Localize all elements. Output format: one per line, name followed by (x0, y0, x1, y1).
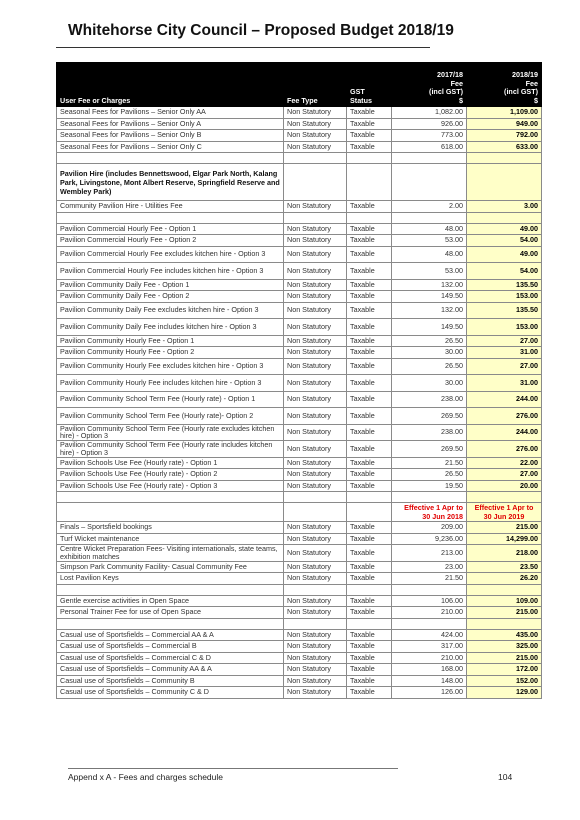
fee-name-cell: Centre Wicket Preparation Fees- Visiting internationals, state teams, exhibition matches (57, 545, 284, 562)
fee-2017-18-cell: 26.50 (392, 469, 467, 481)
fee-2018-19-cell: 244.00 (467, 424, 542, 441)
gst-status-cell: Taxable (347, 246, 392, 263)
spacer-cell (392, 584, 467, 595)
spacer-cell (467, 618, 542, 629)
spacer-row (57, 153, 542, 164)
fee-2018-19-cell: 31.00 (467, 375, 542, 392)
fee-2018-19-cell: 22.00 (467, 457, 542, 469)
fee-type-cell: Non Statutory (284, 347, 347, 359)
fee-2017-18-cell: 53.00 (392, 263, 467, 280)
fee-2018-19-cell: 109.00 (467, 595, 542, 607)
gst-status-cell: Taxable (347, 358, 392, 375)
fee-2018-19-cell: 20.00 (467, 480, 542, 492)
gst-status-cell: Taxable (347, 391, 392, 408)
gst-status-cell: Taxable (347, 408, 392, 425)
fee-type-cell: Non Statutory (284, 652, 347, 664)
fee-name-cell: Pavilion Community Daily Fee - Option 2 (57, 291, 284, 303)
fee-2017-18-cell: 26.50 (392, 358, 467, 375)
fee-name-cell: Finals – Sportsfield bookings (57, 522, 284, 534)
fee-type-cell: Non Statutory (284, 424, 347, 441)
table-row (57, 246, 542, 263)
table-row (57, 469, 542, 481)
gst-status-cell: Taxable (347, 223, 392, 235)
gst-status-cell: Taxable (347, 375, 392, 392)
fee-2018-19-cell: 276.00 (467, 408, 542, 425)
spacer-cell (347, 618, 392, 629)
spacer-cell (347, 584, 392, 595)
fee-2017-18-cell: 48.00 (392, 223, 467, 235)
fee-type-cell: Non Statutory (284, 223, 347, 235)
gst-status-cell: Taxable (347, 652, 392, 664)
table-row (57, 441, 542, 458)
fee-2017-18-cell: 106.00 (392, 595, 467, 607)
fee-name-cell: Pavilion Schools Use Fee (Hourly rate) - Option 1 (57, 457, 284, 469)
fee-2017-18-cell: 149.50 (392, 291, 467, 303)
fee-2017-18-cell: 30.00 (392, 375, 467, 392)
fee-type-cell: Non Statutory (284, 408, 347, 425)
fees-table-body (57, 107, 542, 699)
fee-2017-18-cell: 19.50 (392, 480, 467, 492)
fee-type-cell: Non Statutory (284, 107, 347, 119)
table-row (57, 573, 542, 585)
gst-status-cell: Taxable (347, 469, 392, 481)
fee-name-cell: Personal Trainer Fee for use of Open Space (57, 607, 284, 619)
fee-2018-19-cell: 218.00 (467, 545, 542, 562)
gst-status-cell: Taxable (347, 545, 392, 562)
fee-2017-18-cell: 1,082.00 (392, 107, 467, 119)
fee-name-cell: Pavilion Commercial Hourly Fee - Option 1 (57, 223, 284, 235)
fee-name-cell: Pavilion Schools Use Fee (Hourly rate) - Option 3 (57, 480, 284, 492)
section-cell (284, 164, 347, 201)
fee-name-cell: Seasonal Fees for Pavilions – Senior Only A (57, 118, 284, 130)
fee-name-cell: Casual use of Sportsfields – Commercial B (57, 641, 284, 653)
fee-2018-19-cell: 215.00 (467, 652, 542, 664)
gst-status-cell: Taxable (347, 664, 392, 676)
fee-type-cell: Non Statutory (284, 141, 347, 153)
table-row (57, 652, 542, 664)
fee-type-cell: Non Statutory (284, 675, 347, 687)
page-title: Whitehorse City Council – Proposed Budget 2018/19 (68, 22, 454, 39)
spacer-cell (392, 212, 467, 223)
fee-2017-18-cell: 209.00 (392, 522, 467, 534)
fee-name-cell: Casual use of Sportsfields – Community B (57, 675, 284, 687)
spacer-cell (57, 212, 284, 223)
fee-name-cell: Gentle exercise activities in Open Space (57, 595, 284, 607)
table-row (57, 279, 542, 291)
fee-type-cell: Non Statutory (284, 561, 347, 573)
gst-status-cell: Taxable (347, 302, 392, 319)
gst-status-cell: Taxable (347, 441, 392, 458)
page-number: 104 (498, 772, 513, 782)
fee-name-cell: Pavilion Community School Term Fee (Hourly rate)- Option 2 (57, 408, 284, 425)
fee-type-cell: Non Statutory (284, 457, 347, 469)
table-row (57, 629, 542, 641)
fee-2017-18-cell: 21.50 (392, 573, 467, 585)
fee-type-cell: Non Statutory (284, 130, 347, 142)
gst-status-cell: Taxable (347, 480, 392, 492)
fee-2018-19-cell: 14,299.00 (467, 533, 542, 545)
header-gst-text: GST Status (350, 87, 372, 105)
table-row (57, 347, 542, 359)
spacer-cell (57, 153, 284, 164)
fee-2017-18-cell: 424.00 (392, 629, 467, 641)
fee-name-cell: Seasonal Fees for Pavilions – Senior Only B (57, 130, 284, 142)
gst-status-cell: Taxable (347, 561, 392, 573)
fee-2017-18-cell: 2.00 (392, 201, 467, 213)
fee-type-cell: Non Statutory (284, 358, 347, 375)
fee-2017-18-cell: 238.00 (392, 391, 467, 408)
fee-2017-18-cell: 132.00 (392, 279, 467, 291)
fee-type-cell: Non Statutory (284, 441, 347, 458)
fee-2018-19-cell: 135.50 (467, 302, 542, 319)
gst-status-cell: Taxable (347, 263, 392, 280)
table-row (57, 457, 542, 469)
spacer-cell (467, 212, 542, 223)
table-row (57, 408, 542, 425)
gst-status-cell: Taxable (347, 424, 392, 441)
fee-name-cell: Casual use of Sportsfields – Community C & D (57, 687, 284, 699)
fee-2017-18-cell: 213.00 (392, 545, 467, 562)
spacer-cell (284, 584, 347, 595)
fee-2017-18-cell: 48.00 (392, 246, 467, 263)
table-row (57, 291, 542, 303)
fee-name-cell: Pavilion Community Daily Fee excludes kitchen hire - Option 3 (57, 302, 284, 319)
spacer-cell (284, 153, 347, 164)
table-row (57, 522, 542, 534)
spacer-row (57, 584, 542, 595)
spacer-cell (392, 492, 467, 503)
fee-type-cell: Non Statutory (284, 522, 347, 534)
gst-status-cell: Taxable (347, 522, 392, 534)
fee-type-cell: Non Statutory (284, 595, 347, 607)
fee-name-cell: Pavilion Community Hourly Fee includes kitchen hire - Option 3 (57, 375, 284, 392)
fee-name-cell: Pavilion Community Hourly Fee - Option 1 (57, 335, 284, 347)
gst-status-cell: Taxable (347, 687, 392, 699)
gst-status-cell: Taxable (347, 335, 392, 347)
table-row (57, 141, 542, 153)
fee-name-cell: Pavilion Community School Term Fee (Hourly rate includes kitchen hire) - Option 3 (57, 441, 284, 458)
gst-status-cell: Taxable (347, 641, 392, 653)
header-user-fee: User Fee or Charges (57, 63, 284, 107)
table-row (57, 235, 542, 247)
table-row (57, 641, 542, 653)
effective-cell (284, 503, 347, 522)
section-header-row (57, 164, 542, 201)
fee-name-cell: Seasonal Fees for Pavilions – Senior Only AA (57, 107, 284, 119)
fees-table (56, 62, 542, 699)
fee-2017-18-cell: 23.00 (392, 561, 467, 573)
fee-2018-19-cell: 129.00 (467, 687, 542, 699)
gst-status-cell: Taxable (347, 279, 392, 291)
fee-2018-19-cell: 325.00 (467, 641, 542, 653)
fee-2017-18-cell: 9,236.00 (392, 533, 467, 545)
table-row (57, 391, 542, 408)
table-row (57, 375, 542, 392)
gst-status-cell: Taxable (347, 130, 392, 142)
fee-2018-19-cell: 26.20 (467, 573, 542, 585)
fee-type-cell: Non Statutory (284, 480, 347, 492)
fee-2018-19-cell: 23.50 (467, 561, 542, 573)
footer-rule (68, 768, 398, 769)
table-row (57, 480, 542, 492)
spacer-cell (57, 618, 284, 629)
fee-2018-19-cell: 949.00 (467, 118, 542, 130)
table-row (57, 687, 542, 699)
fee-2018-19-cell: 152.00 (467, 675, 542, 687)
table-row (57, 302, 542, 319)
table-row (57, 664, 542, 676)
fee-type-cell: Non Statutory (284, 201, 347, 213)
fee-name-cell: Casual use of Sportsfields – Community AA & A (57, 664, 284, 676)
fee-2017-18-cell: 926.00 (392, 118, 467, 130)
spacer-cell (57, 492, 284, 503)
fee-2017-18-cell: 30.00 (392, 347, 467, 359)
fee-2017-18-cell: 238.00 (392, 424, 467, 441)
header-fee-2017-18-text: 2017/18 Fee (incl GST) $ (429, 70, 463, 105)
fee-2018-19-cell: 1,109.00 (467, 107, 542, 119)
fee-2018-19-cell: 54.00 (467, 235, 542, 247)
fee-name-cell: Simpson Park Community Facility- Casual Community Fee (57, 561, 284, 573)
table-row (57, 561, 542, 573)
table-row (57, 263, 542, 280)
fee-2017-18-cell: 317.00 (392, 641, 467, 653)
spacer-cell (392, 618, 467, 629)
spacer-cell (392, 153, 467, 164)
table-row (57, 358, 542, 375)
footer-text: Append x A - Fees and charges schedule (68, 772, 223, 782)
fee-type-cell: Non Statutory (284, 573, 347, 585)
spacer-row (57, 212, 542, 223)
table-row (57, 118, 542, 130)
fee-name-cell: Pavilion Community School Term Fee (Hourly rate excludes kitchen hire) - Option 3 (57, 424, 284, 441)
gst-status-cell: Taxable (347, 347, 392, 359)
fee-name-cell: Pavilion Community Hourly Fee - Option 2 (57, 347, 284, 359)
fee-2017-18-cell: 269.50 (392, 441, 467, 458)
title-rule (56, 47, 430, 48)
spacer-cell (284, 492, 347, 503)
fee-2017-18-cell: 53.00 (392, 235, 467, 247)
fee-type-cell: Non Statutory (284, 235, 347, 247)
fee-type-cell: Non Statutory (284, 118, 347, 130)
effective-date-row (57, 503, 542, 522)
effective-cell (57, 503, 284, 522)
fee-2017-18-cell: 168.00 (392, 664, 467, 676)
gst-status-cell: Taxable (347, 107, 392, 119)
fee-2018-19-cell: 153.00 (467, 291, 542, 303)
spacer-cell (467, 153, 542, 164)
fee-2017-18-cell: 269.50 (392, 408, 467, 425)
spacer-cell (467, 584, 542, 595)
fee-2017-18-cell: 26.50 (392, 335, 467, 347)
fee-2018-19-cell: 49.00 (467, 223, 542, 235)
fee-2018-19-cell: 792.00 (467, 130, 542, 142)
fee-type-cell: Non Statutory (284, 335, 347, 347)
fee-2018-19-cell: 215.00 (467, 522, 542, 534)
table-row (57, 675, 542, 687)
fee-type-cell: Non Statutory (284, 375, 347, 392)
fee-2017-18-cell: 618.00 (392, 141, 467, 153)
header-fee-2018-19-text: 2018/19 Fee (incl GST) $ (504, 70, 538, 105)
gst-status-cell: Taxable (347, 629, 392, 641)
fee-2018-19-cell: 27.00 (467, 469, 542, 481)
fee-type-cell: Non Statutory (284, 545, 347, 562)
section-cell (467, 164, 542, 201)
fee-2018-19-cell: 3.00 (467, 201, 542, 213)
fee-type-cell: Non Statutory (284, 302, 347, 319)
fee-2018-19-cell: 435.00 (467, 629, 542, 641)
fee-2017-18-cell: 21.50 (392, 457, 467, 469)
fee-2018-19-cell: 49.00 (467, 246, 542, 263)
fee-2018-19-cell: 27.00 (467, 335, 542, 347)
fee-2017-18-cell: 210.00 (392, 607, 467, 619)
fee-2018-19-cell: 215.00 (467, 607, 542, 619)
fee-type-cell: Non Statutory (284, 469, 347, 481)
spacer-row (57, 618, 542, 629)
gst-status-cell: Taxable (347, 573, 392, 585)
fee-2018-19-cell: 31.00 (467, 347, 542, 359)
gst-status-cell: Taxable (347, 457, 392, 469)
header-fee-type: Fee Type (284, 63, 347, 107)
table-row (57, 545, 542, 562)
table-row (57, 319, 542, 336)
gst-status-cell: Taxable (347, 291, 392, 303)
spacer-row (57, 492, 542, 503)
gst-status-cell: Taxable (347, 235, 392, 247)
fee-name-cell: Pavilion Community Hourly Fee excludes kitchen hire - Option 3 (57, 358, 284, 375)
fee-name-cell: Casual use of Sportsfields – Commercial AA & A (57, 629, 284, 641)
fee-2018-19-cell: 244.00 (467, 391, 542, 408)
fee-type-cell: Non Statutory (284, 607, 347, 619)
fee-2018-19-cell: 276.00 (467, 441, 542, 458)
gst-status-cell: Taxable (347, 319, 392, 336)
fee-name-cell: Turf Wicket maintenance (57, 533, 284, 545)
gst-status-cell: Taxable (347, 533, 392, 545)
fee-2017-18-cell: 149.50 (392, 319, 467, 336)
fee-name-cell: Pavilion Community School Term Fee (Hourly rate) - Option 1 (57, 391, 284, 408)
gst-status-cell: Taxable (347, 201, 392, 213)
fee-name-cell: Seasonal Fees for Pavilions – Senior Only C (57, 141, 284, 153)
fee-2018-19-cell: 54.00 (467, 263, 542, 280)
section-cell (392, 164, 467, 201)
gst-status-cell: Taxable (347, 595, 392, 607)
effective-2018-label: Effective 1 Apr to 30 Jun 2018 (392, 503, 467, 522)
fee-2017-18-cell: 132.00 (392, 302, 467, 319)
spacer-cell (284, 212, 347, 223)
fee-type-cell: Non Statutory (284, 319, 347, 336)
fee-2017-18-cell: 773.00 (392, 130, 467, 142)
gst-status-cell: Taxable (347, 675, 392, 687)
fee-name-cell: Pavilion Schools Use Fee (Hourly rate) - Option 2 (57, 469, 284, 481)
fee-type-cell: Non Statutory (284, 629, 347, 641)
table-row (57, 201, 542, 213)
fee-type-cell: Non Statutory (284, 246, 347, 263)
effective-2019-label: Effective 1 Apr to 30 Jun 2019 (467, 503, 542, 522)
fee-name-cell: Pavilion Commercial Hourly Fee - Option 2 (57, 235, 284, 247)
fee-type-cell: Non Statutory (284, 641, 347, 653)
spacer-cell (467, 492, 542, 503)
fee-2018-19-cell: 153.00 (467, 319, 542, 336)
fee-name-cell: Pavilion Community Daily Fee includes kitchen hire - Option 3 (57, 319, 284, 336)
fee-name-cell: Pavilion Commercial Hourly Fee excludes kitchen hire - Option 3 (57, 246, 284, 263)
header-gst-status (347, 63, 392, 107)
fee-type-cell: Non Statutory (284, 263, 347, 280)
fee-name-cell: Community Pavilion Hire - Utilities Fee (57, 201, 284, 213)
fee-type-cell: Non Statutory (284, 291, 347, 303)
header-fee-2017-18 (392, 63, 467, 107)
gst-status-cell: Taxable (347, 607, 392, 619)
fee-type-cell: Non Statutory (284, 279, 347, 291)
section-title: Pavilion Hire (includes Bennettswood, Elgar Park North, Kalang Park, Livingstone, Mont Albert Reserve, Springfield Reserve and Wembley Park) (57, 164, 284, 201)
fee-2017-18-cell: 126.00 (392, 687, 467, 699)
spacer-cell (57, 584, 284, 595)
spacer-cell (347, 153, 392, 164)
gst-status-cell: Taxable (347, 141, 392, 153)
fee-2018-19-cell: 172.00 (467, 664, 542, 676)
table-row (57, 595, 542, 607)
table-header-row (57, 63, 542, 107)
fee-name-cell: Pavilion Commercial Hourly Fee includes kitchen hire - Option 3 (57, 263, 284, 280)
fee-2018-19-cell: 633.00 (467, 141, 542, 153)
spacer-cell (347, 212, 392, 223)
fee-type-cell: Non Statutory (284, 533, 347, 545)
spacer-cell (347, 492, 392, 503)
fee-2017-18-cell: 148.00 (392, 675, 467, 687)
fee-name-cell: Casual use of Sportsfields – Commercial C & D (57, 652, 284, 664)
table-row (57, 335, 542, 347)
fee-2018-19-cell: 135.50 (467, 279, 542, 291)
fee-2017-18-cell: 210.00 (392, 652, 467, 664)
fee-name-cell: Lost Pavilion Keys (57, 573, 284, 585)
fee-type-cell: Non Statutory (284, 687, 347, 699)
section-cell (347, 164, 392, 201)
fee-type-cell: Non Statutory (284, 664, 347, 676)
fee-2018-19-cell: 27.00 (467, 358, 542, 375)
header-fee-2018-19 (467, 63, 542, 107)
spacer-cell (284, 618, 347, 629)
fee-type-cell: Non Statutory (284, 391, 347, 408)
effective-cell (347, 503, 392, 522)
table-row (57, 130, 542, 142)
table-row (57, 424, 542, 441)
table-row (57, 107, 542, 119)
table-row (57, 533, 542, 545)
table-row (57, 223, 542, 235)
fee-name-cell: Pavilion Community Daily Fee - Option 1 (57, 279, 284, 291)
table-row (57, 607, 542, 619)
gst-status-cell: Taxable (347, 118, 392, 130)
